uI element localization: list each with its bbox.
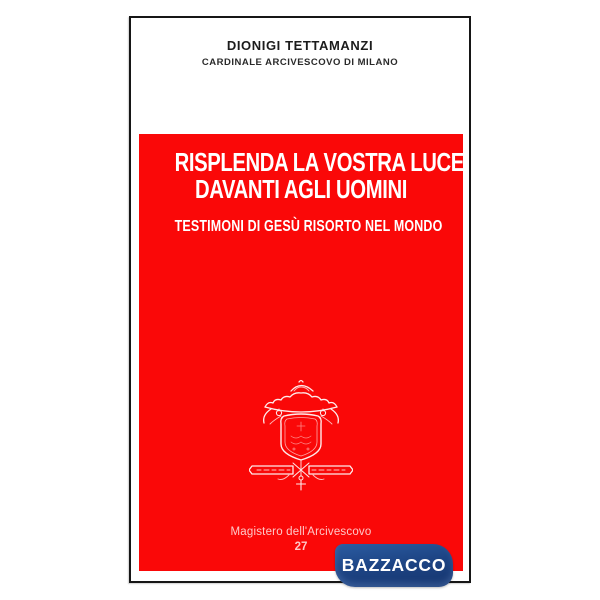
series-label: Magistero dell'Arcivescovo bbox=[230, 526, 372, 538]
subtitle: TESTIMONI DI GESÙ RISORTO NEL MONDO bbox=[174, 218, 443, 235]
cover-red-panel bbox=[139, 134, 463, 571]
author-role: CARDINALE ARCIVESCOVO DI MILANO bbox=[201, 57, 399, 68]
publisher-badge-label: BAZZACCO bbox=[341, 555, 447, 575]
title-line-2: DAVANTI AGLI UOMINI bbox=[195, 174, 407, 204]
title-line-1: RISPLENDA LA VOSTRA LUCE bbox=[174, 147, 464, 177]
author-block bbox=[131, 38, 469, 68]
publisher-badge bbox=[335, 544, 453, 587]
title-block bbox=[174, 147, 464, 236]
author-name: DIONIGI TETTAMANZI bbox=[226, 38, 374, 53]
cardinal-coat-of-arms-icon bbox=[249, 378, 353, 494]
book-cover bbox=[129, 16, 471, 583]
series-number: 27 bbox=[294, 541, 308, 553]
